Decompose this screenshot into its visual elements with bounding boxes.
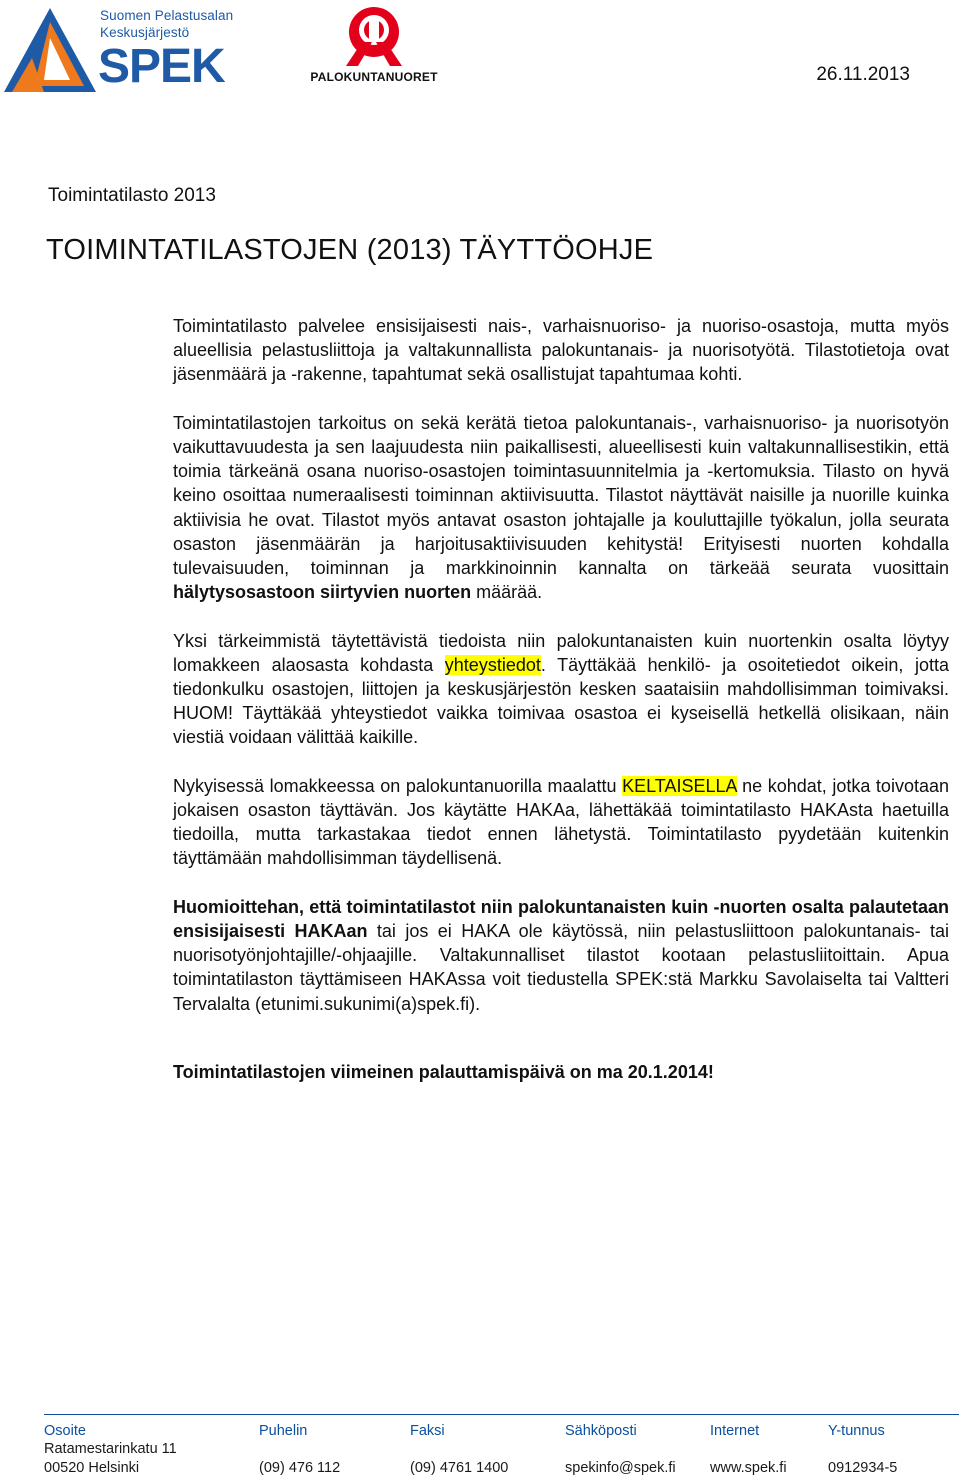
deadline-text: Toimintatilastojen viimeinen palauttamispäivä on ma 20.1.2014! xyxy=(173,1061,714,1082)
paragraph-goals-text: Toimintatilastojen tarkoitus on sekä kerätä tietoa palokuntanais-, varhaisnuoriso- ja nuorisotyön vaikuttavuudesta ja sen laajuudesta niin paikallisesti, alueellisesti kuin valtakunnallisestikin, että toimia tärkeänä osana nuoriso-osastojen toimintasuunnitelmia ja -kertomuksia. Tilasto on hyvä keino osoittaa numeraalisesti toiminnan aktiivisuutta. Tilastot näyttävät naisille ja nuorille kuinka aktiivisia he ovat. Tilastot myös antavat osaston johtajalle ja kouluttajille työkalun, jolla seurata osaston jäsenmäärän ja harjoitusaktiivisuuden kehitystä! Erityisesti nuorten kohdalla tulevaisuuden, toiminnan ja markkinoinnin kannalta on tärkeää seurata vuosittain xyxy=(173,412,949,579)
paragraph-goals-end: määrää. xyxy=(471,582,543,603)
footer-address-street: Ratamestarinkatu 11 xyxy=(44,1441,177,1458)
footer-internet-value[interactable]: www.spek.fi xyxy=(710,1459,787,1476)
footer-fax-label: Faksi xyxy=(410,1423,445,1439)
document-subtitle: Toimintatilasto 2013 xyxy=(48,185,216,206)
paragraph-return-bold: Huomioittehan, että toimintatilastot niin palokuntanaisten kuin -nuorten osalta palautetaan ensisijaisesti HAKAan xyxy=(173,896,949,942)
paragraph-contact-text: Yksi tärkeimmistä täytettävistä tiedoista niin palokuntanaisten kuin nuortenkin osalta löytyy lomakkeen alaosasta kohdasta xyxy=(173,630,949,675)
spek-flame-logo-icon xyxy=(4,8,96,94)
footer-business-id-label: Y-tunnus xyxy=(828,1423,885,1439)
footer-email-value[interactable]: spekinfo@spek.fi xyxy=(565,1459,676,1476)
footer-address-label: Osoite xyxy=(44,1423,86,1439)
spek-logo xyxy=(4,4,240,94)
footer-phone-value: (09) 476 112 xyxy=(259,1459,341,1476)
paragraph-goals-bold: hälytysosastoon siirtyvien nuorten xyxy=(173,582,472,603)
deadline-notice xyxy=(173,1060,949,1084)
footer-address-city: 00520 Helsinki xyxy=(44,1459,140,1476)
palokuntanuoret-emblem-icon xyxy=(332,6,416,68)
footer-business-id xyxy=(828,1422,897,1477)
footer-business-id-value: 0912934-5 xyxy=(828,1459,898,1476)
paragraph-purpose: Toimintatilasto palvelee ensisijaisesti nais-, varhaisnuoriso- ja nuoriso-osastoja, mutta myös alueellisia pelastusliittoja ja valtakunnallista palokuntanais- ja nuorisotyötä. Tilastotietoja ovat jäsenmäärä ja -rakenne, tapahtumat sekä osallistujat tapahtumaa kohti. xyxy=(173,316,949,385)
footer-internet-label: Internet xyxy=(710,1423,760,1439)
palokuntanuoret-wordmark: PALOKUNTANUORET xyxy=(310,70,438,84)
footer-phone xyxy=(259,1422,340,1477)
footer-internet xyxy=(710,1422,787,1477)
paragraph-return-info xyxy=(173,895,949,1016)
paragraph-form-text: Nykyisessä lomakkeessa on palokuntanuorilla maalattu xyxy=(173,775,623,796)
paragraph-form-fields xyxy=(173,774,949,871)
footer-email xyxy=(565,1422,676,1477)
spek-wordmark: SPEK xyxy=(98,40,225,93)
paragraph-goals xyxy=(173,411,949,605)
document-body xyxy=(173,314,949,1084)
highlight-yhteystiedot: yhteystiedot xyxy=(444,654,541,675)
spek-org-name-line1: Suomen Pelastusalan xyxy=(100,8,234,23)
footer-fax-value: (09) 4761 1400 xyxy=(410,1459,509,1476)
footer-phone-label: Puhelin xyxy=(259,1423,308,1439)
footer-address xyxy=(44,1422,177,1477)
paragraph-contact-info xyxy=(173,629,949,750)
spek-org-name-line2: Keskusjärjestö xyxy=(100,25,190,40)
footer-fax xyxy=(410,1422,508,1477)
document-date: 26.11.2013 xyxy=(816,64,910,85)
paragraph-return-text: tai jos ei HAKA ole käytössä, niin pelastusliittoon palokuntanais- tai nuorisotyönjohtajille/-ohjaajille. Valtakunnalliset tilastot kootaan pelastusliitoittain. Apua toimintatilaston täyttämiseen HAKAssa voit tiedustella SPEK:stä Markku Savolaiselta tai Valtteri Tervalalta (etunimi.sukunimi(a)spek.fi). xyxy=(173,921,949,1014)
highlight-keltaisella: KELTAISELLA xyxy=(622,775,737,796)
palokuntanuoret-logo xyxy=(296,6,452,88)
footer-divider xyxy=(44,1414,959,1415)
paragraph-contact-end: . Täyttäkää henkilö- ja osoitetiedot oikein, jotta tiedonkulku osastojen, liittojen ja keskusjärjestön kesken saataisiin mahdollisimman toimivaksi. HUOM! Täyttäkää yhteystiedot vaikka toimivaa osastoa ei kyseisellä hetkellä olisikaan, näin viestiä voidaan välittää kaikille. xyxy=(173,654,949,748)
footer-email-label: Sähköposti xyxy=(565,1423,637,1439)
paragraph-form-end: ne kohdat, jotka toivotaan jokaisen osaston täyttävän. Jos käytätte HAKAa, lähettäkää toimintatilasto HAKAsta haetuilla tiedoilla, mutta tarkastakaa tiedot ennen lähetystä. Toimintatilasto pyydetään kuitenkin täyttämään mahdollisimman täydellisenä. xyxy=(173,775,949,869)
document-title: TOIMINTATILASTOJEN (2013) TÄYTTÖOHJE xyxy=(46,234,654,266)
